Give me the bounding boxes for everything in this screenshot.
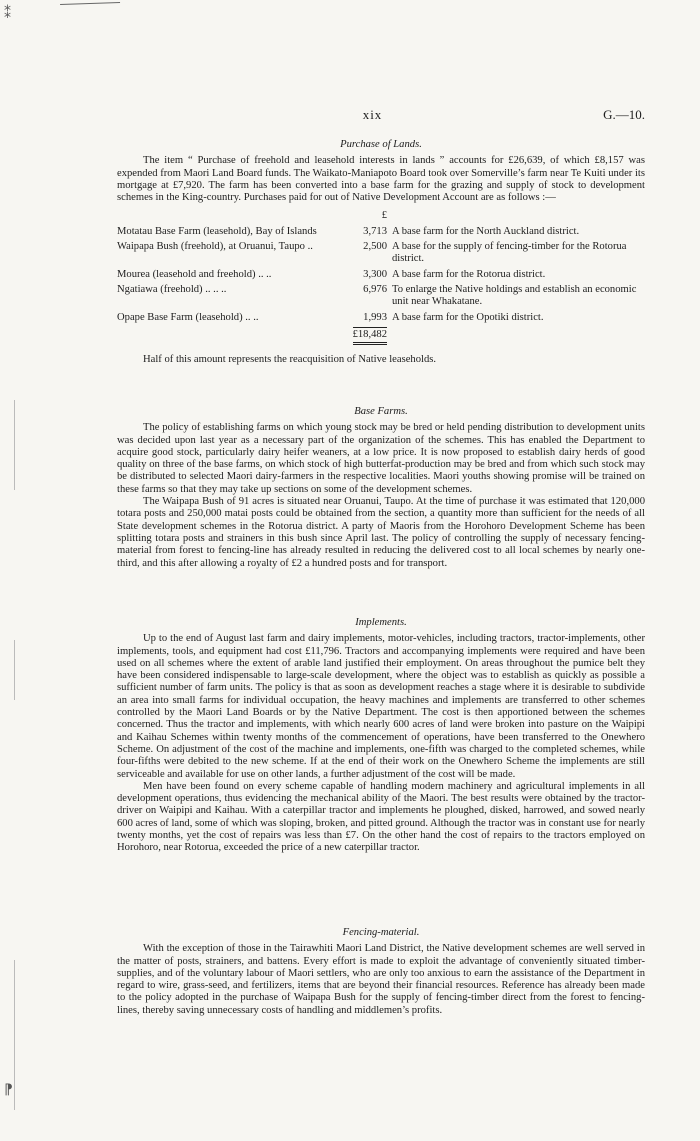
amount: 3,300 (363, 268, 387, 280)
margin-mark-bottom: ⁋ (4, 1082, 13, 1098)
purpose: A base farm for the Rotorua district. (392, 268, 546, 280)
total-amount: £18,482 (353, 327, 387, 345)
purpose: A base farm for the North Auckland district. (392, 225, 580, 237)
table-row (117, 226, 645, 241)
section-heading: Fencing-material. (342, 927, 420, 938)
section-base-farms (117, 406, 645, 570)
currency-row (117, 210, 645, 225)
property-name: Opape Base Farm (leasehold) .. .. (117, 311, 259, 323)
amount: 3,713 (363, 225, 387, 237)
purpose: To enlarge the Native holdings and establish an economic unit near Whakatane. (392, 283, 637, 308)
page-number: xix (362, 107, 383, 122)
paragraph: The policy of establishing farms on which young stock may be bred or held pending distribution to development units was decided upon last year as a necessary part of the organization of the schemes. This has enabled the Department to acquire good stock, particularly dairy heifer weaners, at a low price. It is now proposed to establish dairy herds of good quality on three of the base farms, on which stock of high butterfat-production may be bred and from which such stock may be distributed to selected Maori dairy-farmers in the respective localities. Maori youths showing promise will be trained on these farms so that they may take up sections on some of the development schemes. (117, 422, 645, 495)
amount: 2,500 (363, 241, 387, 253)
table-row (117, 269, 645, 284)
paragraph: Men have been found on every scheme capable of handling modern machinery and agricultural implements in all development operations, thus evidencing the mechanical ability of the Maori. The best results were obtained by the tractor-driver on Waipipi and Kaihau. With a caterpillar tractor and implements he ploughed, disked, harrowed, and sowed nearly 600 acres of land, some of which was sloping, broken, and pitted ground. Although the tractor was in constant use for nearly twenty months, yet the cost of repairs was less than £7. On the other hand the cost of repairs to the tractors employed on Horohoro, near Rotorua, exceeded the price of a new caterpillar tractor. (117, 780, 645, 854)
amount: 1,993 (363, 311, 387, 323)
paragraph: Half of this amount represents the reacquisition of Native leaseholds. (143, 354, 437, 366)
margin-mark-top: ⁑ (4, 6, 11, 22)
section-implements (117, 617, 645, 855)
section-purchase-of-lands (117, 139, 645, 366)
paragraph: The Waipapa Bush of 91 acres is situated near Oruanui, Taupo. At the time of purchase it was estimated that 120,000 totara posts and 250,000 matai posts could be obtained from the section, a quantity more than sufficient for the needs of all State development schemes in the Rotorua district. A party of Maoris from the Horohoro Development Scheme has been splitting totara posts and strainers in this bush since April last. The policy of controlling the supply of necessary fencing-material from forest to fencing-line has already resulted in reducing the delivered cost to all local schemes by nearly one-third, and this after allowing a royalty of £2 a hundred posts and for transport. (117, 496, 645, 569)
amount: 6,976 (363, 283, 387, 295)
page-header (100, 107, 645, 123)
margin-rule (14, 640, 15, 700)
property-name: Mourea (leasehold and freehold) .. .. (117, 268, 272, 280)
section-heading: Purchase of Lands. (340, 139, 422, 150)
margin-rule (14, 960, 15, 1110)
total-row (117, 327, 645, 348)
paragraph: The item “ Purchase of freehold and leasehold interests in lands ” accounts for £26,639, of which £8,157 was expended from Maori Land Board funds. The Waikato-Maniapoto Board took over Somerville’s farm near Te Kuiti under its mortgage at £7,920. The farm has been converted into a base farm for the grazing and supply of stock to development schemes in the King-country. Purchases paid for out of Native Development Account are as follows :— (117, 155, 645, 204)
purchases-table (117, 210, 645, 348)
top-pen-mark (60, 0, 120, 5)
property-name: Waipapa Bush (freehold), at Oruanui, Taupo .. (117, 241, 313, 253)
purpose: A base farm for the Opotiki district. (392, 311, 544, 323)
property-name: Ngatiawa (freehold) .. .. .. (117, 283, 227, 295)
section-heading: Implements. (355, 617, 407, 628)
margin-rule (14, 400, 15, 490)
purpose: A base for the supply of fencing-timber for the Rotorua district. (392, 241, 627, 265)
table-row (117, 312, 645, 327)
currency-symbol: £ (381, 210, 387, 222)
table-row (117, 284, 645, 312)
paragraph: Up to the end of August last farm and dairy implements, motor-vehicles, including tractors, tractor-implements, other implements, tools, and equipment had cost £11,796. Tractors and accompanying implements were required and have been used on all schemes where the extent of arable land justified their employment. On areas throughout the pumice belt they have been considered indispensable to large-scale development, where the object was to establish as quickly as possible a sufficient number of farm units. The policy is that as soon as development reaches a stage where it is desirable to subdivide an area into small farms for individual occupation, the heavy machines and implements are transferred to other schemes controlled by the Maori Land Boards or by the Native Department. The cost is then apportioned between the schemes concerned. Thus the tractor and implements, with which nearly 600 acres of land were broken into pasture on the Waipipi and Kaihau Schemes within twenty months of the commencement of operations, have been transferred to the Onewhero Scheme. On adjustment of the cost of the machine and implements, one-fifth was charged to the completed schemes, while four-fifths were debited to the new scheme. If at the end of their work on the Onewhero Scheme the implements are still serviceable and available for use on other lands, a further adjustment of the cost will be made. (117, 633, 645, 780)
paragraph: With the exception of those in the Tairawhiti Maori Land District, the Native development schemes are well served in the matter of posts, strainers, and battens. Every effort is made to exploit the advantage of conveniently situated timber-supplies, and of the voluntary labour of Maori settlers, who are only too anxious to earn the assistance of the Department in regard to wire, grass-seed, and fertilizers, items that are beyond their financial resources. Reference has already been made to the policy adopted in the purchase of Waipapa Bush for the supply of fencing-timber direct from the forest to fencing-lines, thereby saving unnecessary costs of handling and middlemen’s profits. (117, 943, 645, 1016)
section-heading: Base Farms. (354, 406, 408, 417)
table-row (117, 241, 645, 269)
section-fencing-material (117, 927, 645, 1017)
document-reference: G.—10. (603, 107, 645, 122)
property-name: Motatau Base Farm (leasehold), Bay of Islands (117, 225, 317, 237)
